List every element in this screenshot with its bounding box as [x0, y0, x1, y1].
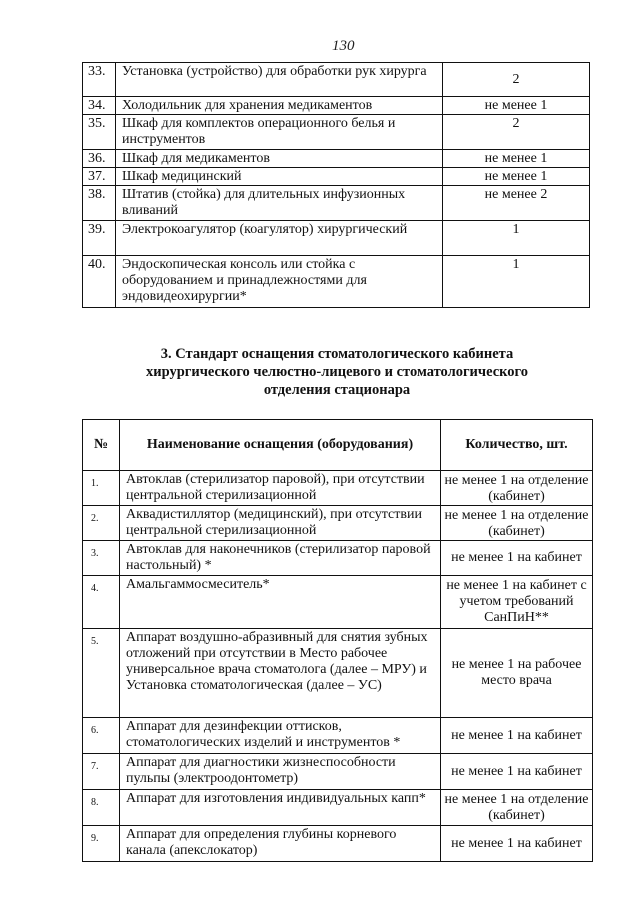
equipment-name: [120, 471, 441, 506]
equipment-name: Установка (устройство) для обработки рук хирурга: [116, 63, 443, 97]
table-row: [83, 471, 593, 506]
equipment-name: Холодильник для хранения медикаментов: [116, 97, 443, 115]
table-row: [83, 754, 593, 790]
column-header-name: Наименование оснащения (оборудования): [120, 420, 441, 471]
row-number: 9.: [83, 826, 120, 862]
row-number: 7.: [83, 754, 120, 790]
row-number: 37.: [83, 168, 116, 186]
row-number: 36.: [83, 150, 116, 168]
equipment-quantity: не менее 1: [443, 168, 590, 186]
row-number: 6.: [83, 718, 120, 754]
row-number: 35.: [83, 115, 116, 150]
row-number: 5.: [83, 629, 120, 718]
row-number: 3.: [83, 541, 120, 576]
column-header-quantity: Количество, шт.: [441, 420, 593, 471]
table-row: [83, 186, 590, 221]
equipment-name: Аппарат для определения глубины корневого канала (апекслокатор): [120, 826, 441, 862]
equipment-name: Шкаф для комплектов операционного белья и инструментов: [116, 115, 443, 150]
equipment-name-text: Автоклав (стерилизатор паровой), при отсутствии центральной стерилизационной: [126, 472, 425, 503]
section-heading: [82, 345, 592, 399]
equipment-name: Аппарат для дезинфекции оттисков, стоматологических изделий и инструментов *: [120, 718, 441, 754]
table-row: [83, 168, 590, 186]
row-number: 2.: [83, 506, 120, 541]
table-row: [83, 221, 590, 256]
equipment-quantity: не менее 1: [443, 97, 590, 115]
equipment-name: Автоклав для наконечников (стерилизатор паровой настольный) *: [120, 541, 441, 576]
equipment-name: Эндоскопическая консоль или стойка с оборудованием и принадлежностями для эндовидеохирургии*: [116, 256, 443, 308]
equipment-quantity: не менее 2: [443, 186, 590, 221]
dental-equipment-table: [82, 419, 593, 862]
table-row: [83, 576, 593, 629]
equipment-quantity: не менее 1 на кабинет: [441, 754, 593, 790]
table-row: [83, 63, 590, 97]
equipment-name: Аппарат для диагностики жизнеспособности пульпы (электроодонтометр): [120, 754, 441, 790]
section-heading-line: хирургического челюстно-лицевого и стоматологического: [145, 364, 529, 380]
equipment-quantity: не менее 1 на кабинет с учетом требований СанПиН**: [441, 576, 593, 629]
table-row: [83, 629, 593, 718]
row-number: 1.: [83, 471, 120, 506]
row-number: 39.: [83, 221, 116, 256]
row-number: 33.: [83, 63, 116, 97]
equipment-name: Аппарат для изготовления индивидуальных капп*: [120, 790, 441, 826]
row-number: 34.: [83, 97, 116, 115]
equipment-quantity: не менее 1 на кабинет: [441, 541, 593, 576]
equipment-name: Аппарат воздушно-абразивный для снятия зубных отложений при отсутствии в Место рабочее универсальное врача стоматолога (далее – МРУ) и Установка стоматологическая (далее – УС): [120, 629, 441, 718]
equipment-name-text: Аквадистиллятор (медицинский), при отсутствии центральной стерилизационной: [126, 507, 422, 538]
equipment-table-continued: [82, 62, 590, 308]
equipment-name: Штатив (стойка) для длительных инфузионных вливаний: [116, 186, 443, 221]
equipment-name: Электрокоагулятор (коагулятор) хирургический: [116, 221, 443, 256]
table-row: [83, 826, 593, 862]
equipment-quantity: 2: [443, 115, 590, 150]
column-header-number: №: [83, 420, 120, 471]
table-row: [83, 718, 593, 754]
row-number: 40.: [83, 256, 116, 308]
row-number: 38.: [83, 186, 116, 221]
table-row: [83, 256, 590, 308]
table-row: [83, 506, 593, 541]
row-number: 4.: [83, 576, 120, 629]
equipment-quantity: не менее 1 на кабинет: [441, 826, 593, 862]
page-number: 130: [332, 38, 355, 54]
equipment-quantity: 1: [443, 221, 590, 256]
table-row: [83, 790, 593, 826]
equipment-name: [120, 506, 441, 541]
equipment-name: Шкаф для медикаментов: [116, 150, 443, 168]
equipment-quantity: 1: [443, 256, 590, 308]
table-row: [83, 115, 590, 150]
table-row: [83, 97, 590, 115]
section-heading-line: 3. Стандарт оснащения стоматологического кабинета: [160, 346, 514, 362]
equipment-quantity: 2: [443, 63, 590, 97]
section-heading-line: отделения стационара: [263, 382, 411, 398]
equipment-quantity: не менее 1 на рабочее место врача: [441, 629, 593, 718]
table-row: [83, 150, 590, 168]
table-header-row: [83, 420, 593, 471]
equipment-name: Шкаф медицинский: [116, 168, 443, 186]
equipment-name: Амальгаммосмеситель*: [120, 576, 441, 629]
equipment-quantity: не менее 1 на кабинет: [441, 718, 593, 754]
table-row: [83, 541, 593, 576]
equipment-quantity: не менее 1 на отделение (кабинет): [441, 790, 593, 826]
equipment-quantity: не менее 1 на отделение (кабинет): [441, 506, 593, 541]
equipment-quantity: не менее 1 на отделение (кабинет): [441, 471, 593, 506]
row-number: 8.: [83, 790, 120, 826]
equipment-quantity: не менее 1: [443, 150, 590, 168]
